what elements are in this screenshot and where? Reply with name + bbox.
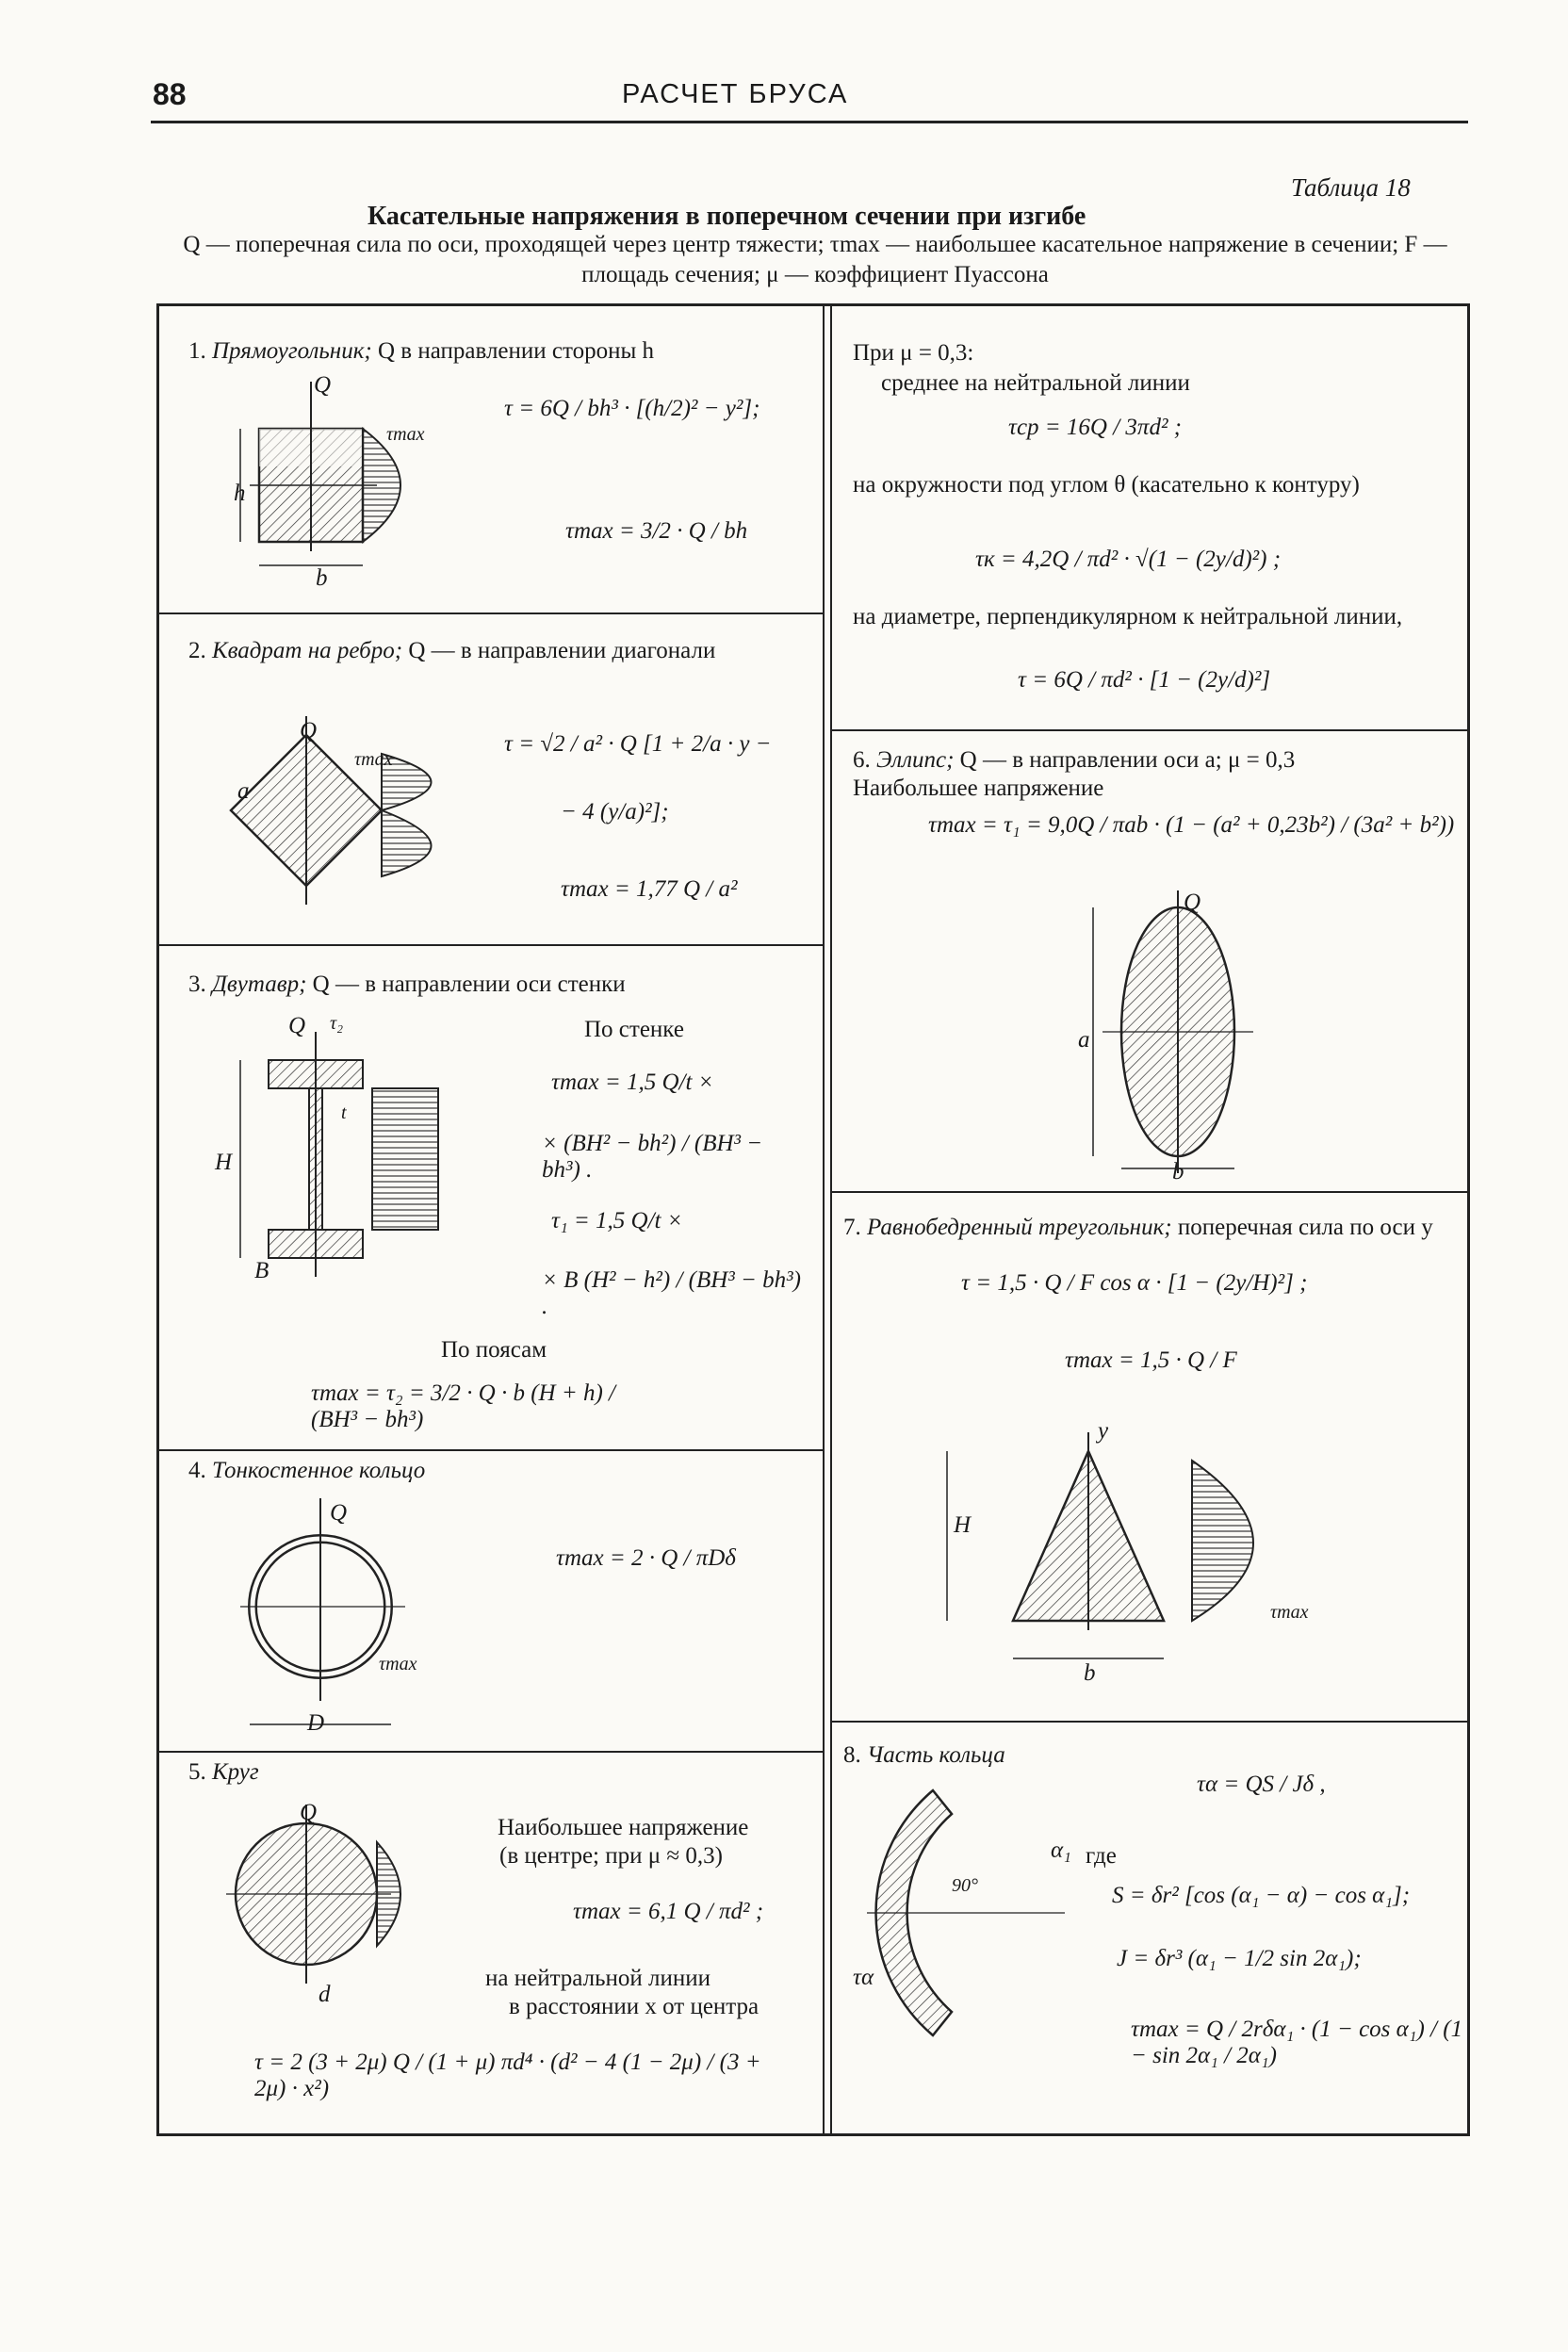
label-t-3: t <box>341 1102 347 1123</box>
cell5-text-1: Наибольшее напряжение <box>498 1815 749 1840</box>
cell5-heading: 5. Круг <box>188 1759 259 1785</box>
cell3-formula-1b: × (BH² − bh²) / (BH³ − bh³) . <box>542 1131 763 1183</box>
label-b-7: b <box>1084 1660 1096 1686</box>
table-caption: Q — поперечная сила по оси, проходящей через центр тяжести; τmax — наибольшее касательное напряжение в сечении; F — площадь сечения; μ — коэффициент Пуассона <box>183 232 1447 287</box>
label-B-3: B <box>254 1258 270 1283</box>
label-alpha1-8: α₁ <box>1051 1838 1071 1863</box>
cell7-formula-2: τmax = 1,5 · Q / F <box>1065 1348 1237 1373</box>
cell5-text-3: на нейтральной линии <box>485 1966 711 1991</box>
cell2-formula-1: τ = √2 / a² · Q [1 + 2/a · y − <box>504 731 772 757</box>
label-taumax-4: τmax <box>379 1654 417 1674</box>
cell2-formula-1b: − 4 (y/a)²]; <box>561 799 669 825</box>
circle-section-figure <box>217 1805 433 1993</box>
cell6-text-1: Наибольшее напряжение <box>853 776 1104 801</box>
cell5-formula-2: τ = 2 (3 + 2μ) Q / (1 + μ) πd⁴ · (d² − 4 (1 − 2μ) / (3 + 2μ) · x²) <box>254 2050 761 2101</box>
c5r-formula-1: τср = 16Q / 3πd² ; <box>1008 415 1183 440</box>
cell6-formula-1: τmax = τ₁ = 9,0Q / πab · (1 − (a² + 0,23b²) / (3a² + b²)) <box>928 812 1455 838</box>
label-taumax-7: τmax <box>1270 1602 1309 1623</box>
cell3-web-heading: По стенке <box>584 1017 684 1042</box>
i-beam-figure <box>226 1032 462 1277</box>
label-Q-1: Q <box>314 372 332 398</box>
label-y-7: y <box>1098 1418 1109 1444</box>
label-Q-2: Q <box>300 718 318 743</box>
label-Q-4: Q <box>330 1500 348 1526</box>
thin-ring-figure <box>231 1498 419 1734</box>
label-H-7: H <box>954 1512 972 1538</box>
cell3-flange-heading: По поясам <box>441 1337 547 1363</box>
cell8-formula-1: τα = QS / Jδ , <box>1197 1772 1326 1797</box>
cell6-heading: 6. Эллипс; Q — в направлении оси a; μ = 0,3 <box>853 747 1296 773</box>
cell4-formula-1: τmax = 2 · Q / πDδ <box>556 1545 736 1571</box>
label-tau2-3: τ₂ <box>330 1013 344 1034</box>
cell3-formula-3: τmax = τ₂ = 3/2 · Q · b (H + h) / (BH³ − bh³) <box>311 1380 615 1432</box>
label-h-1: h <box>234 481 246 506</box>
header-rule <box>151 121 1468 123</box>
label-D-4: D <box>307 1710 325 1736</box>
label-d-5: d <box>318 1982 331 2007</box>
cell3-heading: 3. Двутавр; Q — в направлении оси стенки <box>188 972 626 997</box>
label-taumax-2: τmax <box>354 749 393 770</box>
cell7-heading: 7. Равнобедренный треугольник; поперечная сила по оси y <box>843 1215 1433 1240</box>
label-a-6: a <box>1078 1027 1090 1053</box>
c5r-formula-3: τ = 6Q / πd² · [1 − (2y/d)²] <box>1018 667 1271 693</box>
c5r-text-2: среднее на нейтральной линии <box>881 370 1190 396</box>
label-taualpha-8: τα <box>853 1965 874 1990</box>
rectangle-section-figure <box>221 372 429 598</box>
cell4-heading: 4. Тонкостенное кольцо <box>188 1458 426 1483</box>
label-b-1: b <box>316 565 328 591</box>
triangle-figure <box>938 1432 1333 1696</box>
cell1-formula-2: τmax = 3/2 · Q / bh <box>565 518 748 544</box>
c5r-text-4: на диаметре, перпендикулярном к нейтральной линии, <box>853 604 1403 629</box>
cell1-formula-1: τ = 6Q / bh³ · [(h/2)² − y²]; <box>504 396 760 421</box>
label-Q-3: Q <box>288 1013 306 1038</box>
c5r-formula-2: τк = 4,2Q / πd² · √(1 − (2y/d)²) ; <box>975 547 1282 572</box>
cell8-formula-2: S = δr² [cos (α₁ − α) − cos α₁]; <box>1112 1883 1411 1908</box>
table-label: Таблица 18 <box>1291 173 1411 202</box>
label-taumax-1: τmax <box>386 424 425 445</box>
table-title: Касательные напряжения в поперечном сечении при изгибе <box>368 202 1086 231</box>
cell5-formula-1: τmax = 6,1 Q / πd² ; <box>573 1899 764 1924</box>
cell5-text-4: в расстоянии x от центра <box>509 1994 760 2019</box>
running-title: РАСЧЕТ БРУСА <box>622 79 849 109</box>
cell8-formula-3: J = δr³ (α₁ − 1/2 sin 2α₁); <box>1117 1946 1362 1971</box>
cell1-heading: 1. Прямоугольник; Q в направлении стороны h <box>188 338 655 364</box>
cell8-formula-4: τmax = Q / 2rδα₁ · (1 − cos α₁) / (1 − sin 2α₁ / 2α₁) <box>1131 2017 1463 2068</box>
c5r-text-1: При μ = 0,3: <box>853 340 974 366</box>
c5r-text-3: на окружности под углом θ (касательно к контуру) <box>853 472 1360 498</box>
ring-part-figure <box>848 1772 1074 2054</box>
label-H-3: H <box>215 1150 233 1175</box>
cell2-formula-2: τmax = 1,77 Q / a² <box>561 876 738 902</box>
label-Q-6: Q <box>1184 890 1201 915</box>
label-b-6: b <box>1172 1159 1184 1184</box>
cell8-heading: 8. Часть кольца <box>843 1742 1005 1768</box>
cell3-formula-2b: × B (H² − h²) / (BH³ − bh³) . <box>542 1267 801 1319</box>
page-number: 88 <box>153 77 187 111</box>
cell7-formula-1: τ = 1,5 · Q / F cos α · [1 − (2y/H)²] ; <box>961 1270 1308 1296</box>
cell5-text-2: (в центре; при μ ≈ 0,3) <box>499 1843 723 1869</box>
cell2-heading: 2. Квадрат на ребро; Q — в направлении диагонали <box>188 638 716 663</box>
label-90-8: 90° <box>952 1875 978 1896</box>
cell8-text-1: где <box>1086 1843 1117 1869</box>
label-a-2: a <box>237 778 250 804</box>
cell3-formula-1: τmax = 1,5 Q/t × <box>551 1070 714 1095</box>
label-Q-5: Q <box>300 1800 318 1825</box>
cell3-formula-2: τ₁ = 1,5 Q/t × <box>551 1208 683 1233</box>
ellipse-figure <box>1084 890 1272 1192</box>
